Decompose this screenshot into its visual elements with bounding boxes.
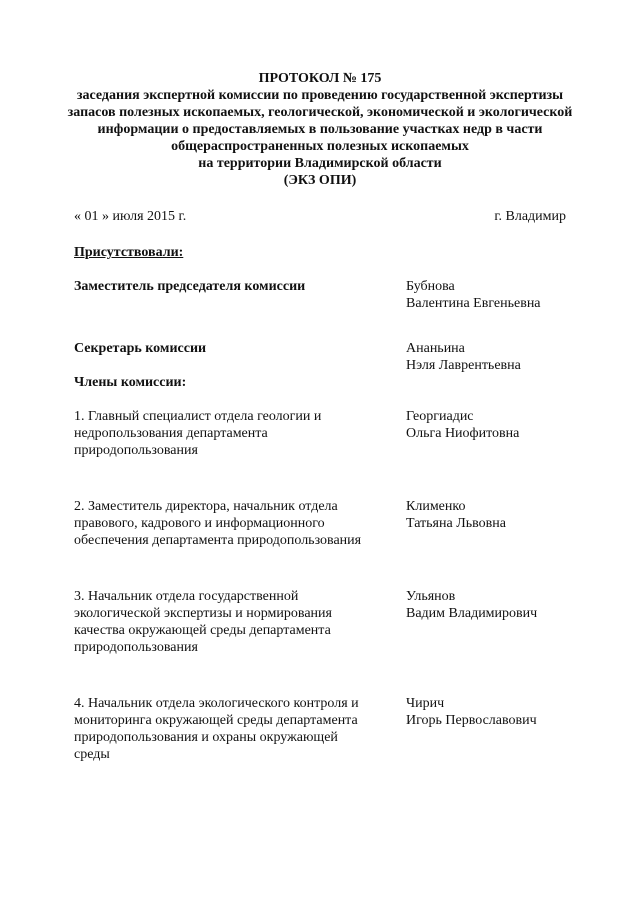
member-role-line: мониторинга окружающей среды департамента (74, 713, 358, 728)
members-heading: Члены комиссии: (74, 375, 187, 390)
protocol-city: г. Владимир (494, 209, 566, 224)
header-line-5: на территории Владимирской области (198, 156, 442, 171)
member-given-name: Ольга Ниофитовна (406, 426, 520, 441)
present-heading: Присутствовали: (74, 245, 184, 260)
protocol-title: ПРОТОКОЛ № 175 (258, 71, 382, 86)
header-line-2: запасов полезных ископаемых, геологической, экономической и экологической (67, 105, 573, 120)
member-role-line: среды (74, 747, 110, 762)
secretary-name (406, 340, 521, 374)
secretary-role: Секретарь комиссии (74, 341, 207, 356)
protocol-header (0, 70, 640, 189)
member-role-line: природопользования и охраны окружающей (74, 730, 338, 745)
member-2-role (74, 498, 361, 549)
member-role-line: природопользования (74, 640, 198, 655)
deputy-chair-role: Заместитель председателя комиссии (74, 279, 306, 294)
header-line-6: (ЭКЗ ОПИ) (283, 173, 357, 188)
member-given-name: Вадим Владимирович (406, 606, 538, 621)
member-given-name: Игорь Первославович (406, 713, 537, 728)
header-line-1: заседания экспертной комиссии по проведению государственной экспертизы (76, 88, 564, 103)
secretary-given-name: Нэля Лаврентьевна (406, 358, 521, 373)
member-3-role (74, 588, 332, 656)
secretary-surname: Ананьина (406, 341, 465, 356)
member-given-name: Татьяна Львовна (406, 516, 506, 531)
member-role-line: недропользования департамента (74, 426, 268, 441)
member-surname: Чирич (406, 696, 445, 711)
member-role-line: природопользования (74, 443, 198, 458)
member-3-name (406, 588, 537, 622)
member-4-role (74, 695, 359, 763)
member-role-line: экологической экспертизы и нормирования (74, 606, 332, 621)
member-role-line: 1. Главный специалист отдела геологии и (74, 409, 322, 424)
member-role-line: 3. Начальник отдела государственной (74, 589, 299, 604)
member-4-name (406, 695, 537, 729)
member-role-line: 4. Начальник отдела экологического контроля и (74, 696, 359, 711)
header-line-4: общераспространенных полезных ископаемых (171, 139, 469, 154)
member-role-line: обеспечения департамента природопользования (74, 533, 362, 548)
deputy-chair-given-name: Валентина Евгеньевна (406, 296, 541, 311)
deputy-chair-name (406, 278, 541, 312)
member-2-name (406, 498, 506, 532)
deputy-chair-surname: Бубнова (406, 279, 455, 294)
member-surname: Клименко (406, 499, 466, 514)
member-1-name (406, 408, 519, 442)
member-surname: Георгиадис (406, 409, 474, 424)
member-role-line: 2. Заместитель директора, начальник отдела (74, 499, 338, 514)
protocol-date: « 01 » июля 2015 г. (74, 209, 187, 224)
member-1-role (74, 408, 321, 459)
member-role-line: правового, кадрового и информационного (74, 516, 325, 531)
member-role-line: качества окружающей среды департамента (74, 623, 331, 638)
member-surname: Ульянов (406, 589, 456, 604)
header-line-3: информации о предоставляемых в пользование участках недр в части (97, 122, 543, 137)
